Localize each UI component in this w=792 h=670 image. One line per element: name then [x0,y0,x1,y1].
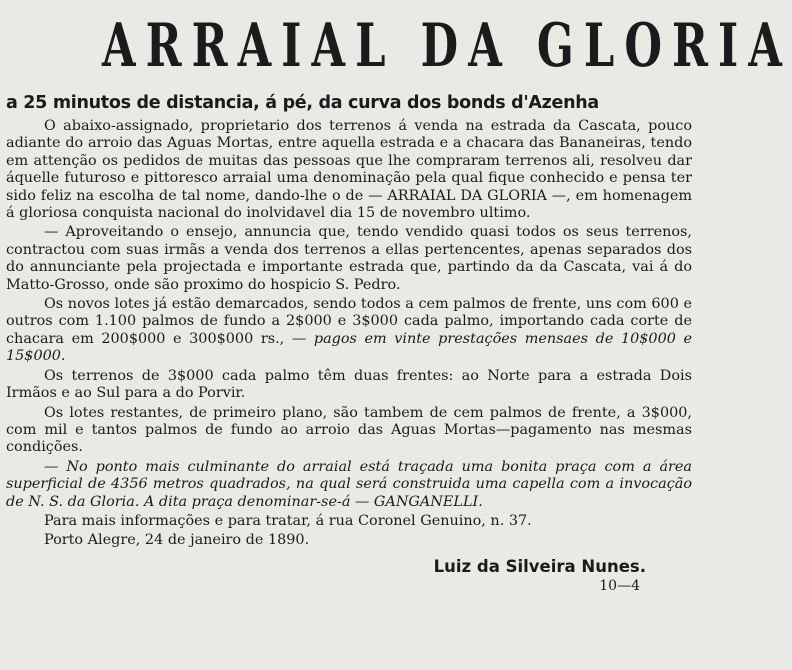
paragraph-naming: O abaixo-assignado, proprietario dos terrenos á venda na estrada da Cascata, pouco adiante do arroio das Aguas Mortas, entre aquella estrada e a chacara das Bananeiras, tendo em attenção os pedidos de muitas das pessoas que lhe compraram terrenos ali, resolveu dar áquelle futuroso e pittoresco arraial uma denominação pela qual fique conhecido e pensa ter sido feliz na escolha de tal nome, dando-lhe o de — ARRAIAL DA GLORIA —, em homenagem á gloriosa conquista nacional do inolvidavel dia 15 de novembro ultimo. [6,118,692,222]
paragraph-sisters-land: — Aproveitando o ensejo, annuncia que, tendo vendido quasi todos os seus terrenos, contractou com suas irmãs a venda dos terrenos a ellas pertencentes, apenas separados dos do annunciante pela projectada e importante estrada que, partindo da da Cascata, vai á do Matto-Grosso, onde são proximo do hospicio S. Pedro. [6,224,692,293]
paragraph-contact: Para mais informações e para tratar, á rua Coronel Genuino, n. 37. [44,512,532,529]
payment-terms: — pagos em vinte prestações mensaes de 10$000 e 15$000. [6,330,693,365]
ad-subtitle: a 25 minutos de distancia, á pé, da curva dos bonds d'Azenha [6,93,599,113]
paragraph-lots-prices [6,296,692,366]
paragraph-date: Porto Alegre, 24 de janeiro de 1890. [44,532,310,549]
insertion-reference: 10—4 [599,577,640,594]
paragraph-remaining-lots: Os lotes restantes, de primeiro plano, são tambem de cem palmos de frente, a 3$000, com mil e tantos palmos de fundo ao arroio das Aguas Mortas—pagamento nas mesmas condições. [6,404,692,456]
paragraph-square: — No ponto mais culminante do arraial está traçada uma bonita praça com a área superficial de 4356 metros quadrados, na qual será construida uma capella com a invocação de N. S. da Gloria. A dita praça denominar-se-á — GANGANELLI. [6,458,692,510]
lots-prices-text: Os novos lotes já estão demarcados, sendo todos a cem palmos de frente, uns com 600 e outros com 1.100 palmos de fundo a 2$000 e 3$000 cada palmo, importando cada corte de chacara em 200$000 e 300$000 rs., [6,296,692,347]
ad-title: ARRAIAL DA GLORIA [102,11,792,81]
signature: Luiz da Silveira Nunes. [433,556,646,576]
ad-body [6,118,692,550]
paragraph-two-fronts: Os terrenos de 3$000 cada palmo têm duas frentes: ao Norte para a estrada Dois Irmãos e ao Sul para a do Porvir. [6,367,692,402]
